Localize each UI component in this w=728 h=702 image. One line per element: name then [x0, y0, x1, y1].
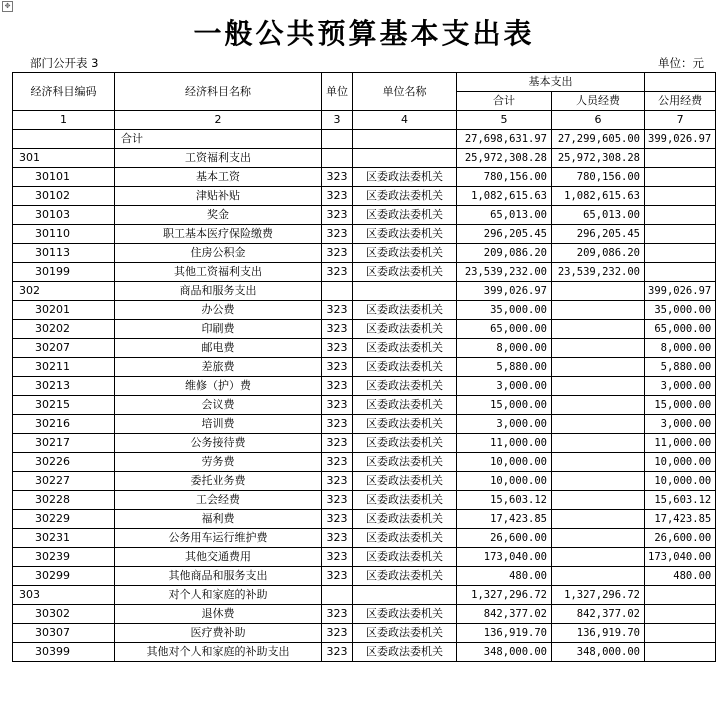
cell-personnel: 23,539,232.00 — [552, 263, 645, 282]
cell-total: 10,000.00 — [457, 472, 552, 491]
cell-public — [645, 263, 716, 282]
cell-personnel — [552, 434, 645, 453]
cell-unit-name: 区委政法委机关 — [353, 187, 457, 206]
cell-name: 委托业务费 — [115, 472, 322, 491]
table-row — [13, 301, 716, 320]
cell-personnel: 1,327,296.72 — [552, 586, 645, 605]
cell-unit-code: 323 — [322, 453, 353, 472]
cell-unit-name: 区委政法委机关 — [353, 510, 457, 529]
cell-personnel — [552, 339, 645, 358]
cell-public — [645, 149, 716, 168]
cell-unit-name: 区委政法委机关 — [353, 624, 457, 643]
cell-total: 17,423.85 — [457, 510, 552, 529]
table-row — [13, 586, 716, 605]
cell-unit-code: 323 — [322, 605, 353, 624]
cell-unit-code: 323 — [322, 434, 353, 453]
unit-label: 单位：元 — [658, 56, 704, 70]
cell-public: 26,600.00 — [645, 529, 716, 548]
cell-name: 工资福利支出 — [115, 149, 322, 168]
cell-unit-name: 区委政法委机关 — [353, 605, 457, 624]
cell-public — [645, 187, 716, 206]
cell-unit-code: 323 — [322, 529, 353, 548]
cell-name: 商品和服务支出 — [115, 282, 322, 301]
cell-personnel — [552, 396, 645, 415]
cell-personnel: 348,000.00 — [552, 643, 645, 662]
cell-personnel — [552, 415, 645, 434]
cell-code: 30103 — [13, 206, 115, 225]
table-row — [13, 491, 716, 510]
cell-unit-name: 区委政法委机关 — [353, 548, 457, 567]
cell-code: 30211 — [13, 358, 115, 377]
cell-personnel — [552, 282, 645, 301]
cell-unit-name: 区委政法委机关 — [353, 529, 457, 548]
cell-public: 399,026.97 — [645, 130, 716, 149]
cell-total: 11,000.00 — [457, 434, 552, 453]
cell-unit-name: 区委政法委机关 — [353, 415, 457, 434]
cell-total: 8,000.00 — [457, 339, 552, 358]
cell-public: 399,026.97 — [645, 282, 716, 301]
table-row — [13, 339, 716, 358]
cell-unit-name: 区委政法委机关 — [353, 396, 457, 415]
col-number: 2 — [115, 111, 322, 130]
cell-name: 培训费 — [115, 415, 322, 434]
cell-total: 15,603.12 — [457, 491, 552, 510]
cell-total: 209,086.20 — [457, 244, 552, 263]
table-row — [13, 377, 716, 396]
cell-name: 其他商品和服务支出 — [115, 567, 322, 586]
table-number-label: 部门公开表 3 — [30, 56, 99, 70]
cell-personnel — [552, 453, 645, 472]
cell-code: 30307 — [13, 624, 115, 643]
cell-name: 会议费 — [115, 396, 322, 415]
cell-public: 173,040.00 — [645, 548, 716, 567]
cell-name: 公务用车运行维护费 — [115, 529, 322, 548]
cell-public: 3,000.00 — [645, 415, 716, 434]
cell-code — [13, 130, 115, 149]
cell-unit-name — [353, 149, 457, 168]
table-row — [13, 605, 716, 624]
cell-unit-code: 323 — [322, 472, 353, 491]
cell-unit-name: 区委政法委机关 — [353, 320, 457, 339]
cell-total: 35,000.00 — [457, 301, 552, 320]
cell-unit-name: 区委政法委机关 — [353, 225, 457, 244]
cell-code: 30101 — [13, 168, 115, 187]
cell-personnel — [552, 377, 645, 396]
cell-code: 30231 — [13, 529, 115, 548]
cell-code: 30213 — [13, 377, 115, 396]
table-row — [13, 206, 716, 225]
cell-total: 173,040.00 — [457, 548, 552, 567]
cell-total: 1,327,296.72 — [457, 586, 552, 605]
cell-personnel — [552, 510, 645, 529]
cell-name: 印刷费 — [115, 320, 322, 339]
cell-unit-code: 323 — [322, 491, 353, 510]
cell-public — [645, 244, 716, 263]
cell-personnel: 25,972,308.28 — [552, 149, 645, 168]
cell-personnel: 136,919.70 — [552, 624, 645, 643]
cell-public: 10,000.00 — [645, 472, 716, 491]
cell-total: 5,880.00 — [457, 358, 552, 377]
cell-public — [645, 586, 716, 605]
header-unit-code: 单位 — [322, 73, 353, 111]
cell-public: 17,423.85 — [645, 510, 716, 529]
cell-total: 780,156.00 — [457, 168, 552, 187]
cell-public: 5,880.00 — [645, 358, 716, 377]
cell-unit-name: 区委政法委机关 — [353, 567, 457, 586]
table-row — [13, 225, 716, 244]
cell-unit-code: 323 — [322, 643, 353, 662]
cell-code: 30207 — [13, 339, 115, 358]
cell-code: 30228 — [13, 491, 115, 510]
cell-unit-code: 323 — [322, 320, 353, 339]
cell-name: 劳务费 — [115, 453, 322, 472]
table-row — [13, 168, 716, 187]
cell-name: 邮电费 — [115, 339, 322, 358]
table-row — [13, 567, 716, 586]
cell-unit-name: 区委政法委机关 — [353, 643, 457, 662]
cell-name: 差旅费 — [115, 358, 322, 377]
cell-unit-name: 区委政法委机关 — [353, 358, 457, 377]
cell-name: 医疗费补助 — [115, 624, 322, 643]
col-number: 1 — [13, 111, 115, 130]
cell-name: 其他对个人和家庭的补助支出 — [115, 643, 322, 662]
cell-total: 26,600.00 — [457, 529, 552, 548]
cell-total: 3,000.00 — [457, 415, 552, 434]
cell-unit-name: 区委政法委机关 — [353, 434, 457, 453]
table-row — [13, 434, 716, 453]
cell-unit-name: 区委政法委机关 — [353, 453, 457, 472]
cell-name: 对个人和家庭的补助 — [115, 586, 322, 605]
table-row — [13, 396, 716, 415]
cell-personnel — [552, 358, 645, 377]
cell-name: 其他交通费用 — [115, 548, 322, 567]
cell-public: 11,000.00 — [645, 434, 716, 453]
cell-total: 136,919.70 — [457, 624, 552, 643]
cell-name: 基本工资 — [115, 168, 322, 187]
cell-unit-code: 323 — [322, 225, 353, 244]
header-personnel: 人员经费 — [552, 92, 645, 111]
cell-name: 退休费 — [115, 605, 322, 624]
col-number: 4 — [353, 111, 457, 130]
header-public: 公用经费 — [645, 92, 716, 111]
cell-unit-name: 区委政法委机关 — [353, 244, 457, 263]
header-blank — [645, 73, 716, 92]
table-row — [13, 282, 716, 301]
cell-name: 维修（护）费 — [115, 377, 322, 396]
cell-code: 30201 — [13, 301, 115, 320]
table-row — [13, 263, 716, 282]
cell-unit-name: 区委政法委机关 — [353, 168, 457, 187]
cell-unit-code — [322, 130, 353, 149]
cell-total: 399,026.97 — [457, 282, 552, 301]
header-name: 经济科目名称 — [115, 73, 322, 111]
cell-total: 480.00 — [457, 567, 552, 586]
cell-personnel — [552, 472, 645, 491]
cell-unit-code: 323 — [322, 567, 353, 586]
cell-public: 65,000.00 — [645, 320, 716, 339]
cell-public — [645, 643, 716, 662]
cell-unit-code — [322, 586, 353, 605]
cell-code: 30239 — [13, 548, 115, 567]
cell-code: 30202 — [13, 320, 115, 339]
cell-total: 296,205.45 — [457, 225, 552, 244]
cell-personnel: 1,082,615.63 — [552, 187, 645, 206]
cell-public: 3,000.00 — [645, 377, 716, 396]
cell-code: 30216 — [13, 415, 115, 434]
cell-unit-name — [353, 130, 457, 149]
cell-total: 25,972,308.28 — [457, 149, 552, 168]
table-row — [13, 548, 716, 567]
header-basic: 基本支出 — [457, 73, 645, 92]
cell-unit-code: 323 — [322, 510, 353, 529]
cell-unit-code: 323 — [322, 358, 353, 377]
cell-total: 27,698,631.97 — [457, 130, 552, 149]
cell-code: 302 — [13, 282, 115, 301]
cell-public — [645, 225, 716, 244]
cell-unit-name: 区委政法委机关 — [353, 206, 457, 225]
cell-total: 842,377.02 — [457, 605, 552, 624]
cell-public — [645, 605, 716, 624]
cell-unit-code: 323 — [322, 339, 353, 358]
cell-personnel: 65,013.00 — [552, 206, 645, 225]
cell-unit-code: 323 — [322, 187, 353, 206]
cell-code: 30299 — [13, 567, 115, 586]
cell-public — [645, 168, 716, 187]
cell-unit-code: 323 — [322, 548, 353, 567]
cell-public — [645, 206, 716, 225]
cell-total: 15,000.00 — [457, 396, 552, 415]
cell-unit-code: 323 — [322, 415, 353, 434]
cell-code: 30399 — [13, 643, 115, 662]
cell-unit-code: 323 — [322, 244, 353, 263]
cell-personnel — [552, 301, 645, 320]
cell-code: 30110 — [13, 225, 115, 244]
cell-unit-name — [353, 282, 457, 301]
cell-name: 住房公积金 — [115, 244, 322, 263]
cell-total: 348,000.00 — [457, 643, 552, 662]
cell-public: 35,000.00 — [645, 301, 716, 320]
cell-name: 福利费 — [115, 510, 322, 529]
header-total: 合计 — [457, 92, 552, 111]
cell-personnel: 780,156.00 — [552, 168, 645, 187]
table-row — [13, 358, 716, 377]
cell-code: 303 — [13, 586, 115, 605]
cell-total: 3,000.00 — [457, 377, 552, 396]
table-row — [13, 529, 716, 548]
cell-name: 公务接待费 — [115, 434, 322, 453]
cell-name: 津贴补贴 — [115, 187, 322, 206]
col-number: 7 — [645, 111, 716, 130]
cell-personnel — [552, 567, 645, 586]
cell-unit-code: 323 — [322, 624, 353, 643]
table-row — [13, 643, 716, 662]
cell-unit-code: 323 — [322, 168, 353, 187]
cell-unit-name — [353, 586, 457, 605]
table-row — [13, 415, 716, 434]
cell-name: 工会经费 — [115, 491, 322, 510]
cell-total: 10,000.00 — [457, 453, 552, 472]
cell-unit-code: 323 — [322, 263, 353, 282]
cell-name: 其他工资福利支出 — [115, 263, 322, 282]
cell-total: 65,000.00 — [457, 320, 552, 339]
page-title: 一般公共预算基本支出表 — [193, 17, 535, 50]
cell-code: 301 — [13, 149, 115, 168]
cell-unit-name: 区委政法委机关 — [353, 339, 457, 358]
table-row — [13, 320, 716, 339]
table-row — [13, 244, 716, 263]
cell-personnel: 27,299,605.00 — [552, 130, 645, 149]
cell-code: 30113 — [13, 244, 115, 263]
cell-code: 30217 — [13, 434, 115, 453]
cell-unit-name: 区委政法委机关 — [353, 377, 457, 396]
cell-name: 办公费 — [115, 301, 322, 320]
header-code: 经济科目编码 — [13, 73, 115, 111]
cell-unit-name: 区委政法委机关 — [353, 301, 457, 320]
cell-personnel — [552, 529, 645, 548]
cell-name: 职工基本医疗保险缴费 — [115, 225, 322, 244]
col-number: 5 — [457, 111, 552, 130]
cell-personnel — [552, 320, 645, 339]
cell-unit-name: 区委政法委机关 — [353, 491, 457, 510]
table-row — [13, 187, 716, 206]
col-number: 3 — [322, 111, 353, 130]
header-unit-name: 单位名称 — [353, 73, 457, 111]
cell-total: 1,082,615.63 — [457, 187, 552, 206]
cell-code: 30229 — [13, 510, 115, 529]
cell-code: 30302 — [13, 605, 115, 624]
cell-personnel — [552, 491, 645, 510]
col-number: 6 — [552, 111, 645, 130]
cell-unit-code: 323 — [322, 301, 353, 320]
cell-personnel — [552, 548, 645, 567]
cell-public: 480.00 — [645, 567, 716, 586]
cell-unit-code: 323 — [322, 377, 353, 396]
table-row — [13, 149, 716, 168]
cell-unit-code — [322, 149, 353, 168]
table-row — [13, 472, 716, 491]
cell-unit-name: 区委政法委机关 — [353, 263, 457, 282]
cell-total: 23,539,232.00 — [457, 263, 552, 282]
expenditure-table — [12, 72, 716, 662]
table-row — [13, 453, 716, 472]
move-handle-icon[interactable]: ✥ — [2, 1, 13, 12]
cell-total: 65,013.00 — [457, 206, 552, 225]
cell-public: 15,603.12 — [645, 491, 716, 510]
cell-unit-name: 区委政法委机关 — [353, 472, 457, 491]
cell-public: 8,000.00 — [645, 339, 716, 358]
cell-code: 30215 — [13, 396, 115, 415]
cell-code: 30227 — [13, 472, 115, 491]
table-row — [13, 130, 716, 149]
cell-code: 30199 — [13, 263, 115, 282]
cell-public — [645, 624, 716, 643]
cell-personnel: 209,086.20 — [552, 244, 645, 263]
cell-name: 奖金 — [115, 206, 322, 225]
cell-personnel: 842,377.02 — [552, 605, 645, 624]
cell-public: 10,000.00 — [645, 453, 716, 472]
cell-unit-code — [322, 282, 353, 301]
cell-code: 30102 — [13, 187, 115, 206]
cell-personnel: 296,205.45 — [552, 225, 645, 244]
cell-unit-code: 323 — [322, 206, 353, 225]
table-row — [13, 624, 716, 643]
cell-unit-code: 323 — [322, 396, 353, 415]
table-row — [13, 510, 716, 529]
cell-name: 合计 — [115, 130, 322, 149]
cell-code: 30226 — [13, 453, 115, 472]
cell-public: 15,000.00 — [645, 396, 716, 415]
